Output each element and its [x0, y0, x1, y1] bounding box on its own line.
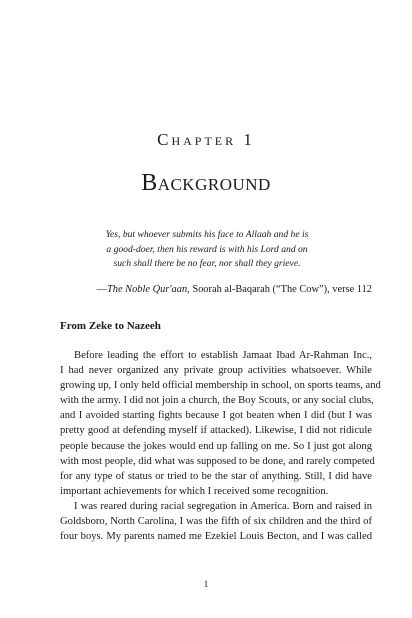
attribution-source: The Noble Qur'aan [106, 284, 188, 295]
epigraph [96, 228, 318, 272]
epigraph-line: Yes, but whoever submits his face to Allaah and he is [105, 229, 309, 240]
body-line: growing up, I only held official membership in school, on sports teams, and [60, 380, 381, 392]
body-text [60, 348, 381, 544]
attribution-dash: — [96, 284, 107, 295]
attribution-reference: , Soorah al-Baqarah (“The Cow”), verse 112 [187, 284, 372, 295]
epigraph-attribution [60, 284, 372, 295]
chapter-label: Chapter 1 [157, 130, 255, 149]
body-line: with the army. I did not join a church, the Boy Scouts, or any social clubs, [60, 395, 374, 407]
epigraph-line: such shall there be no fear, nor shall they grieve. [113, 258, 301, 270]
body-line: Before leading the effort to establish Jamaat Ibad Ar-Rahman Inc., [74, 350, 372, 361]
body-line: and I avoided starting fights because I got beaten when I did (but I was [60, 410, 372, 422]
body-line: Goldsboro, North Carolina, I was the fifth of six children and the third of [60, 516, 372, 528]
body-line: people because the jokes would end up falling on me. So I just got along [60, 440, 372, 452]
section-heading: From Zeke to Nazeeh [60, 320, 161, 332]
body-line: important achievements for which I received some recognition. [60, 485, 329, 497]
body-line: for any type of status or tried to be the star of anything. Still, I did have [60, 470, 372, 482]
body-line: I was reared during racial segregation in America. Born and raised in [74, 500, 372, 512]
chapter-title: Background [141, 170, 271, 196]
body-line: I had never organized any private group activities whatsoever. While [60, 365, 372, 377]
body-line: pretty good at defending myself if attacked). Likewise, I did not ridicule [60, 425, 372, 437]
body-line: four boys. My parents named me Ezekiel Louis Becton, and I was called [60, 531, 372, 543]
page-number: 1 [203, 580, 209, 590]
body-line: with most people, did what was supposed to be done, and rarely competed [60, 455, 375, 467]
epigraph-line: a good-doer, then his reward is with his Lord and on [106, 243, 308, 255]
